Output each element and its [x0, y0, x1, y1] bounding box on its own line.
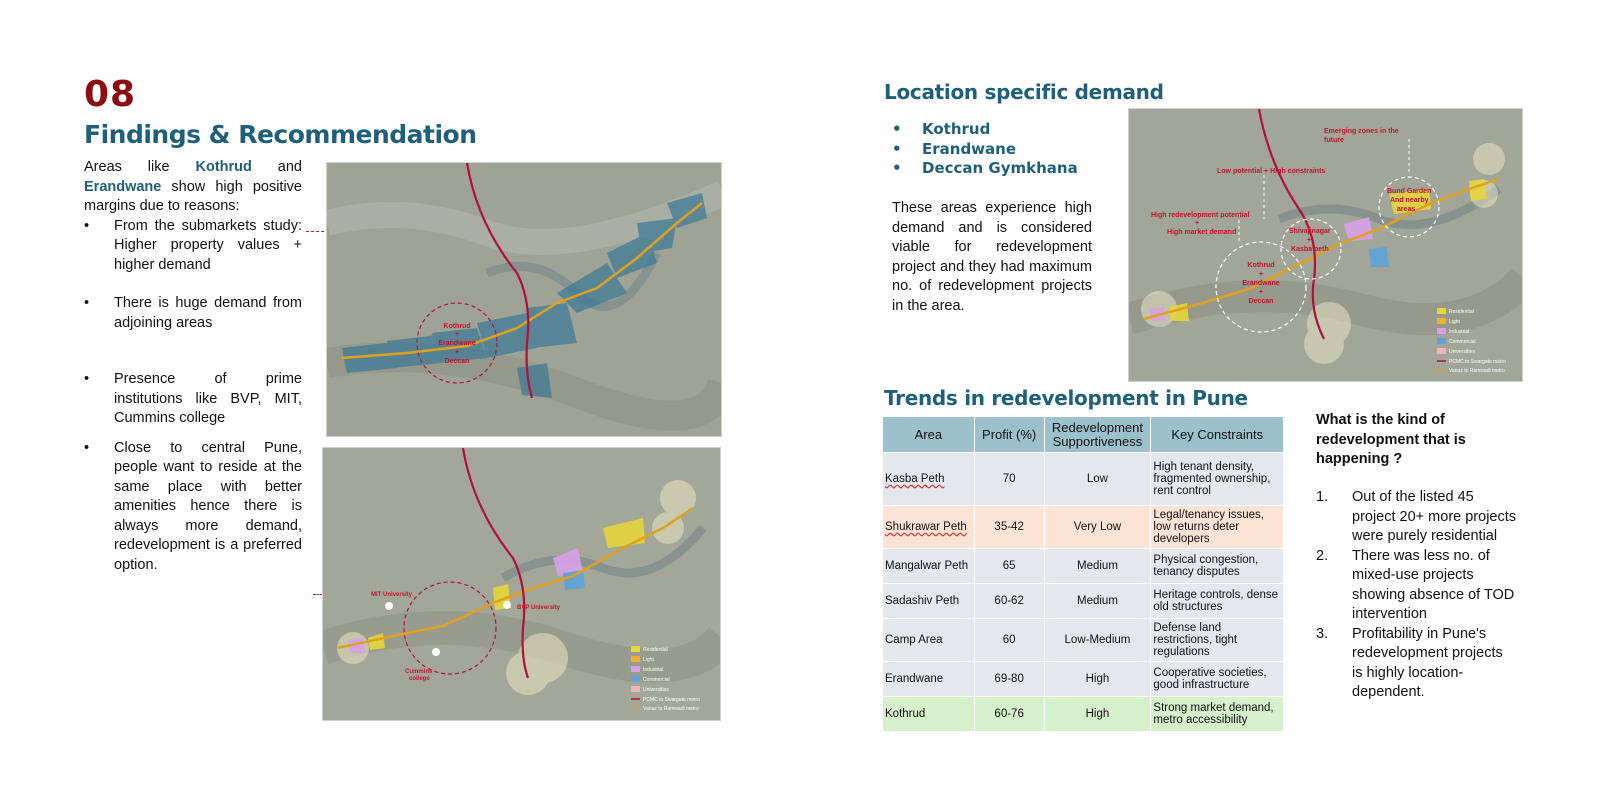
- legend-label: Industrial: [1449, 329, 1470, 335]
- page-title: Findings & Recommendation: [84, 120, 477, 149]
- map-label-plus: +: [454, 331, 460, 338]
- map-label-plus: +: [1258, 271, 1264, 278]
- bullet-dot: •: [892, 120, 902, 138]
- question-title: What is the kind of redevelopment that is happening ?: [1316, 412, 1466, 467]
- map-label-future: future: [1324, 137, 1344, 144]
- bullet-text: Presence of prime institutions like BVP, MIT, Cummins college: [114, 371, 302, 426]
- map-label-erandwane: Erandwane: [1242, 280, 1280, 287]
- cell-profit: 60-62: [974, 584, 1044, 619]
- cell-area: Erandwane: [883, 662, 975, 697]
- item-number: 2.: [1316, 547, 1329, 564]
- area-text: Shukrawar Peth: [885, 521, 967, 533]
- cell-constraints: Heritage controls, dense old structures: [1151, 584, 1284, 619]
- map-label-deccan: Deccan: [444, 358, 470, 365]
- map-universities: [322, 447, 721, 721]
- bullet-text: There is huge demand from adjoining areas: [114, 295, 302, 331]
- map-label-shivajinagar: Shivajinagar: [1289, 228, 1331, 235]
- cell-profit: 70: [974, 453, 1044, 506]
- legend-label: Residential: [643, 647, 668, 653]
- location-pin-icon: [503, 601, 511, 609]
- list-item: [892, 140, 1078, 160]
- cell-constraints: Cooperative societies, good infrastructure: [1151, 662, 1284, 697]
- bullet-dot: •: [84, 295, 90, 311]
- list-item: [892, 159, 1078, 179]
- legend-label: Vanaz to Ramwadi metro: [1449, 368, 1505, 374]
- trends-title: Trends in redevelopment in Pune: [884, 386, 1248, 410]
- list-item: [1316, 488, 1516, 547]
- legend-label: Industrial: [643, 667, 664, 673]
- bullet-dot: •: [84, 217, 90, 234]
- cell-area: Camp Area: [883, 619, 975, 662]
- map-label-kothrud: Kothrud: [443, 323, 471, 330]
- item-text: Out of the listed 45 project 20+ more projects were purely residential: [1352, 489, 1517, 544]
- cell-support: Medium: [1044, 549, 1151, 584]
- location-pin-icon: [432, 648, 440, 656]
- cell-constraints: Legal/tenancy issues, low returns deter developers: [1151, 506, 1284, 549]
- trends-table: [882, 416, 1284, 732]
- item-number: 3.: [1316, 625, 1329, 642]
- findings-bullet: [84, 294, 302, 333]
- cell-support: Medium: [1044, 584, 1151, 619]
- table-header-row: [883, 417, 1284, 453]
- legend-label: Commercial: [1449, 339, 1476, 345]
- findings-bullet: [84, 217, 302, 276]
- cell-area: Mangalwar Peth: [883, 549, 975, 584]
- map-label-plus: +: [454, 349, 460, 356]
- legend-label: Residential: [1449, 309, 1474, 315]
- map-label-kasba: Kasba peth: [1291, 246, 1329, 253]
- table-row: [883, 549, 1284, 584]
- map-label-college: college: [409, 676, 430, 682]
- map-label-bund-nearby: And nearby: [1390, 197, 1429, 204]
- cell-area: [883, 453, 975, 506]
- cell-profit: 69-80: [974, 662, 1044, 697]
- map-emerging-zones: [1128, 108, 1523, 382]
- map-label-kothrud: Kothrud: [1247, 262, 1275, 269]
- bullet-dot: •: [84, 371, 90, 387]
- bullet-dot: •: [892, 159, 902, 177]
- legend-label: Vanaz to Ramwadi metro: [643, 706, 699, 712]
- map-kothrud-erandwane: [326, 162, 722, 437]
- legend-label: PCMC to Swargate metro: [643, 697, 700, 703]
- cell-constraints: High tenant density, fragmented ownership, rent control: [1151, 453, 1284, 506]
- location-item: Erandwane: [922, 139, 1017, 158]
- location-title: Location specific demand: [884, 80, 1164, 104]
- cell-profit: 60: [974, 619, 1044, 662]
- legend-label: PCMC to Swargate metro: [1449, 359, 1506, 365]
- cell-area: Sadashiv Peth: [883, 584, 975, 619]
- cell-profit: 60-76: [974, 697, 1044, 732]
- table-row: [883, 697, 1284, 732]
- map-label-erandwane: Erandwane: [438, 340, 476, 347]
- cell-support: Low-Medium: [1044, 619, 1151, 662]
- cell-constraints: Defense land restrictions, tight regulations: [1151, 619, 1284, 662]
- table-row: [883, 662, 1284, 697]
- intro-and: and: [251, 159, 302, 175]
- findings-bullet: [84, 439, 302, 576]
- location-pin-icon: [385, 602, 393, 610]
- item-number: 1.: [1316, 489, 1329, 505]
- findings-bullet: [84, 370, 302, 429]
- map-label-plus: +: [1307, 237, 1312, 244]
- map-label-plus: +: [1258, 289, 1264, 296]
- location-item: Kothrud: [922, 120, 991, 138]
- map-label-high-redevelopment: High redevelopment potential: [1151, 212, 1250, 219]
- findings-intro: [84, 158, 302, 217]
- legend-label: Commercial: [643, 677, 670, 683]
- map-label-plus: +: [1195, 220, 1200, 227]
- column-header: Redevelopment Supportiveness: [1044, 417, 1151, 453]
- legend-label: Universities: [1449, 349, 1475, 355]
- question-list: [1316, 488, 1516, 703]
- location-item: Deccan Gymkhana: [922, 159, 1078, 177]
- column-header: Key Constraints: [1151, 417, 1284, 453]
- map-label-bvp: BVP University: [517, 605, 560, 611]
- highlight-kothrud: Kothrud: [195, 159, 252, 175]
- intro-text: Areas like: [84, 159, 196, 175]
- table-row: [883, 453, 1284, 506]
- intro-rest: show high positive margins due to reasons:: [84, 178, 302, 214]
- table-row: [883, 584, 1284, 619]
- map-label-mit: MIT University: [371, 592, 413, 598]
- cell-support: High: [1044, 662, 1151, 697]
- column-header: Profit (%): [974, 417, 1044, 453]
- map-label-high-market: High market demand: [1167, 229, 1237, 236]
- bullet-dot: •: [892, 139, 902, 158]
- list-item: [1316, 625, 1516, 703]
- legend-label: Universities: [643, 687, 669, 693]
- cell-profit: 35-42: [974, 506, 1044, 549]
- bullet-text: Close to central Pune, people want to reside at the same place with better amenities hence there is always more demand, redevelopment is a preferred option.: [114, 439, 302, 573]
- table-row: [883, 619, 1284, 662]
- cell-support: Very Low: [1044, 506, 1151, 549]
- column-header: Area: [883, 417, 975, 453]
- legend-label: Light: [643, 657, 654, 663]
- page-number: 08: [84, 74, 137, 115]
- highlight-erandwane: Erandwane: [84, 178, 162, 195]
- area-text: Kasba Peth: [885, 473, 945, 485]
- map-label-cummins: Cummins: [405, 669, 433, 675]
- cell-constraints: Strong market demand, metro accessibility: [1151, 697, 1284, 732]
- cell-support: Low: [1044, 453, 1151, 506]
- item-text: Profitability in Pune's redevelopment projects is highly location-dependent.: [1352, 625, 1503, 700]
- cell-area: [883, 506, 975, 549]
- cell-area: Kothrud: [883, 697, 975, 732]
- findings-text: [84, 158, 302, 575]
- cell-constraints: Physical congestion, tenancy disputes: [1151, 549, 1284, 584]
- bullet-dot: •: [84, 439, 90, 456]
- map-label-emerging: Emerging zones in the: [1324, 128, 1399, 135]
- legend-label: Light: [1449, 319, 1460, 325]
- map-label-bund-garden: Bund Garden: [1387, 188, 1432, 195]
- bullet-text: From the submarkets study: Higher property values + higher demand: [114, 217, 302, 273]
- table-row: [883, 506, 1284, 549]
- list-item: [1316, 547, 1516, 625]
- cell-profit: 65: [974, 549, 1044, 584]
- location-list: [892, 120, 1078, 179]
- list-item: [892, 120, 1078, 140]
- cell-support: High: [1044, 697, 1151, 732]
- item-text: There was less no. of mixed-use projects showing absence of TOD intervention: [1352, 547, 1515, 622]
- map-label-deccan: Deccan: [1248, 298, 1274, 305]
- location-description: These areas experience high demand and is considered viable for redevelopment project and they had maximum no. of redevelopment projects in the area.: [892, 200, 1092, 314]
- map-label-low-potential: Low potential + High constraints: [1217, 168, 1326, 175]
- map-label-bund-areas: areas: [1397, 206, 1416, 213]
